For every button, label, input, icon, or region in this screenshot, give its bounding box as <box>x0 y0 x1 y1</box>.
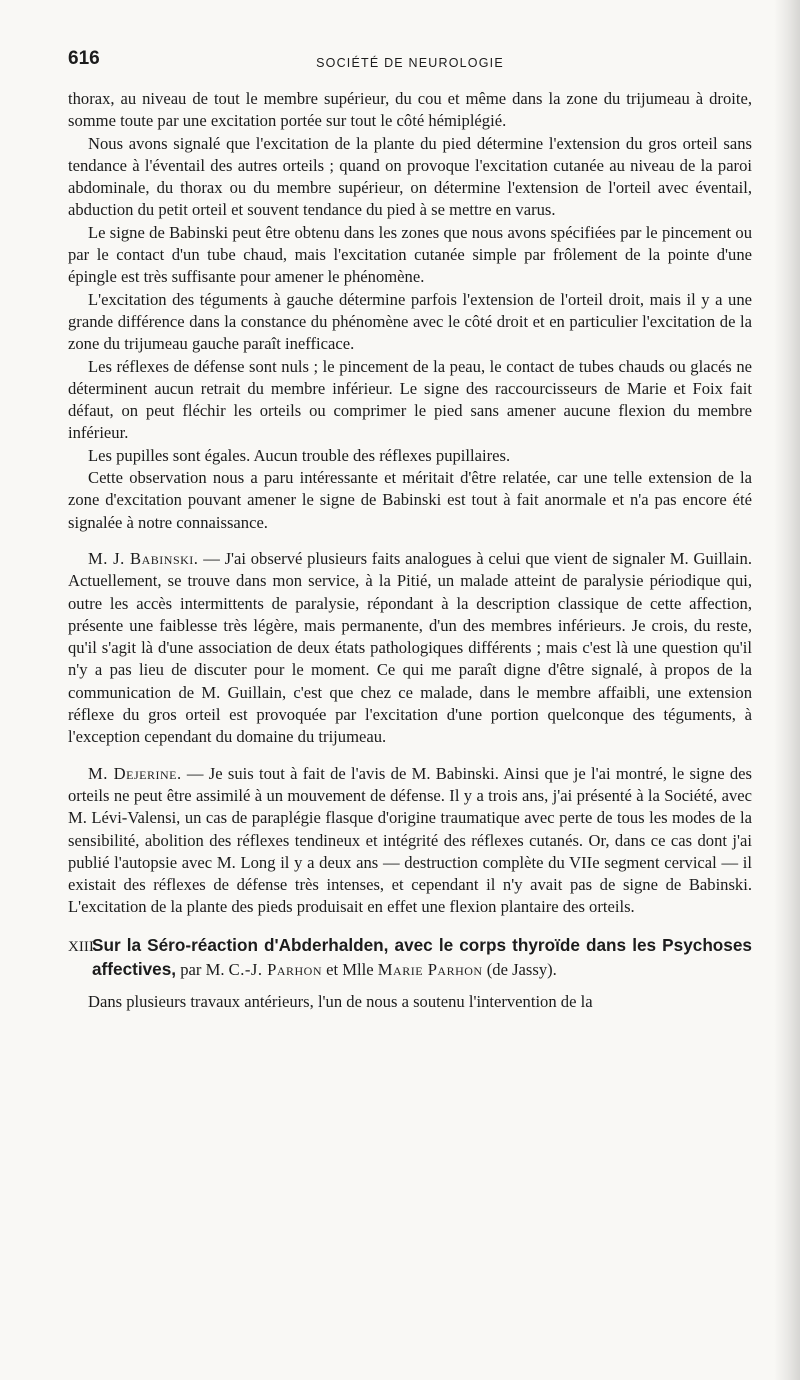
paragraph-7: Cette observation nous a paru intéressante et méritait d'être relatée, car une telle extension de la zone d'excitation pouvant amener le signe de Babinski est tout à fait anormale et n'a pas encore été signalée à notre connaissance. <box>68 468 752 532</box>
affiliation: (de Jassy). <box>482 959 557 979</box>
section-first-line: Dans plusieurs travaux antérieurs, l'un de nous a soutenu l'intervention de la <box>88 992 593 1012</box>
speaker-dejerine: M. Dejerine. <box>88 763 182 783</box>
paragraph-1: thorax, au niveau de tout le membre supérieur, du cou et même dans la zone du trijumeau à droite, somme toute par une excitation portée sur tout le côté hémiplégié. <box>68 89 752 131</box>
page-edge-shadow <box>774 0 800 1380</box>
dejerine-remark <box>68 763 752 919</box>
byline-prefix: par M. <box>176 959 229 979</box>
page-header <box>68 48 752 76</box>
speaker-babinski: M. J. Babinski. <box>88 548 199 568</box>
author-1: C.-J. Parhon <box>228 959 323 979</box>
article-text <box>68 88 752 1014</box>
dejerine-remark-text: — Je suis tout à fait de l'avis de M. Babinski. Ainsi que je l'ai montré, le signe des orteils ne peut être assimilé à un mouvement de défense. Il y a trois ans, j'ai présenté à la Société, avec M. Lévi-Valensi, un cas de paraplégie flasque d'origine traumatique avec perte de tous les modes de la sensibilité, abolition des réflexes tendineux et intégrité des réflexes cutanés. Or, dans ce cas dont j'ai publié l'autopsie avec M. Long il y a deux ans — destruction complète du VIIe segment cervical — il existait des réflexes de défense très intenses, et cependant il n'y avait pas de signe de Babinski. L'excitation de la plante des pieds produisait en effet une flexion plantaire des orteils. <box>68 763 752 917</box>
paragraph-5: Les réflexes de défense sont nuls ; le pincement de la peau, le contact de tubes chauds ou glacés ne déterminent aucun retrait du membre inférieur. Le signe des raccourcisseurs de Marie et Foix fait défaut, on peut fléchir les orteils ou comprimer le pied sans amener aucune flexion du membre inférieur. <box>68 356 752 443</box>
byline-mid: et Mlle <box>322 959 378 979</box>
section-heading: XIII.Sur la Séro-réaction d'Abderhalden, avec le corps thyroïde dans les Psychoses affectives, par M. C.-J. Parhon et Mlle Marie Parhon (de Jassy). <box>68 934 752 979</box>
babinski-remark <box>68 548 752 749</box>
section-title: Sur la Séro-réaction d'Abderhalden, avec le corps thyroïde dans les Psychoses affectives, <box>92 934 752 979</box>
running-title: SOCIÉTÉ DE NEUROLOGIE <box>316 56 504 70</box>
paragraph-6: Les pupilles sont égales. Aucun trouble des réflexes pupillaires. <box>88 445 511 465</box>
paragraph-3: Le signe de Babinski peut être obtenu dans les zones que nous avons spécifiées par le pincement ou par le contact d'un tube chaud, mais l'excitation cutanée simple par frôlement de la pointe d'une épingle est très suffisante pour amener le phénomène. <box>68 222 752 287</box>
author-2: Marie Parhon <box>377 959 483 979</box>
paragraph-4: L'excitation des téguments à gauche détermine parfois l'extension de l'orteil droit, mais il y a une grande différence dans la constance du phénomène avec le côté droit et en particulier l'excitation de la zone du trijumeau gauche paraît inefficace. <box>68 289 752 354</box>
paragraph-2: Nous avons signalé que l'excitation de la plante du pied détermine l'extension du gros orteil sans tendance à l'éventail des autres orteils ; quand on provoque l'excitation cutanée au niveau de la paroi abdominale, du thorax ou du membre supérieur, on détermine l'extension de l'orteil avec éventail, abduction du petit orteil et souvent tendance du pied à se mettre en varus. <box>68 133 752 220</box>
page-number: 616 <box>68 48 100 69</box>
babinski-remark-text: — J'ai observé plusieurs faits analogues à celui que vient de signaler M. Guillain. Actuellement, se trouve dans mon service, à la Pitié, un malade atteint de paralysie périodique qui, outre les accès intermittents de paralysie, répondant à la description classique de cette affection, présente une faiblesse très légère, mais permanente, d'un des membres inférieurs. Je crois, du reste, qu'il s'agit là d'une association de deux états pathologiques différents ; mais c'est là une question qu'il n'y a pas lieu de discuter pour le moment. Ce qui me paraît digne d'être signalé, à propos de la communication de M. Guillain, c'est que chez ce malade, dans le membre affaibli, une extension réflexe du gros orteil est provoquée par l'excitation d'une portion quelconque des téguments, à l'exception cependant du domaine du trijumeau. <box>68 548 752 747</box>
